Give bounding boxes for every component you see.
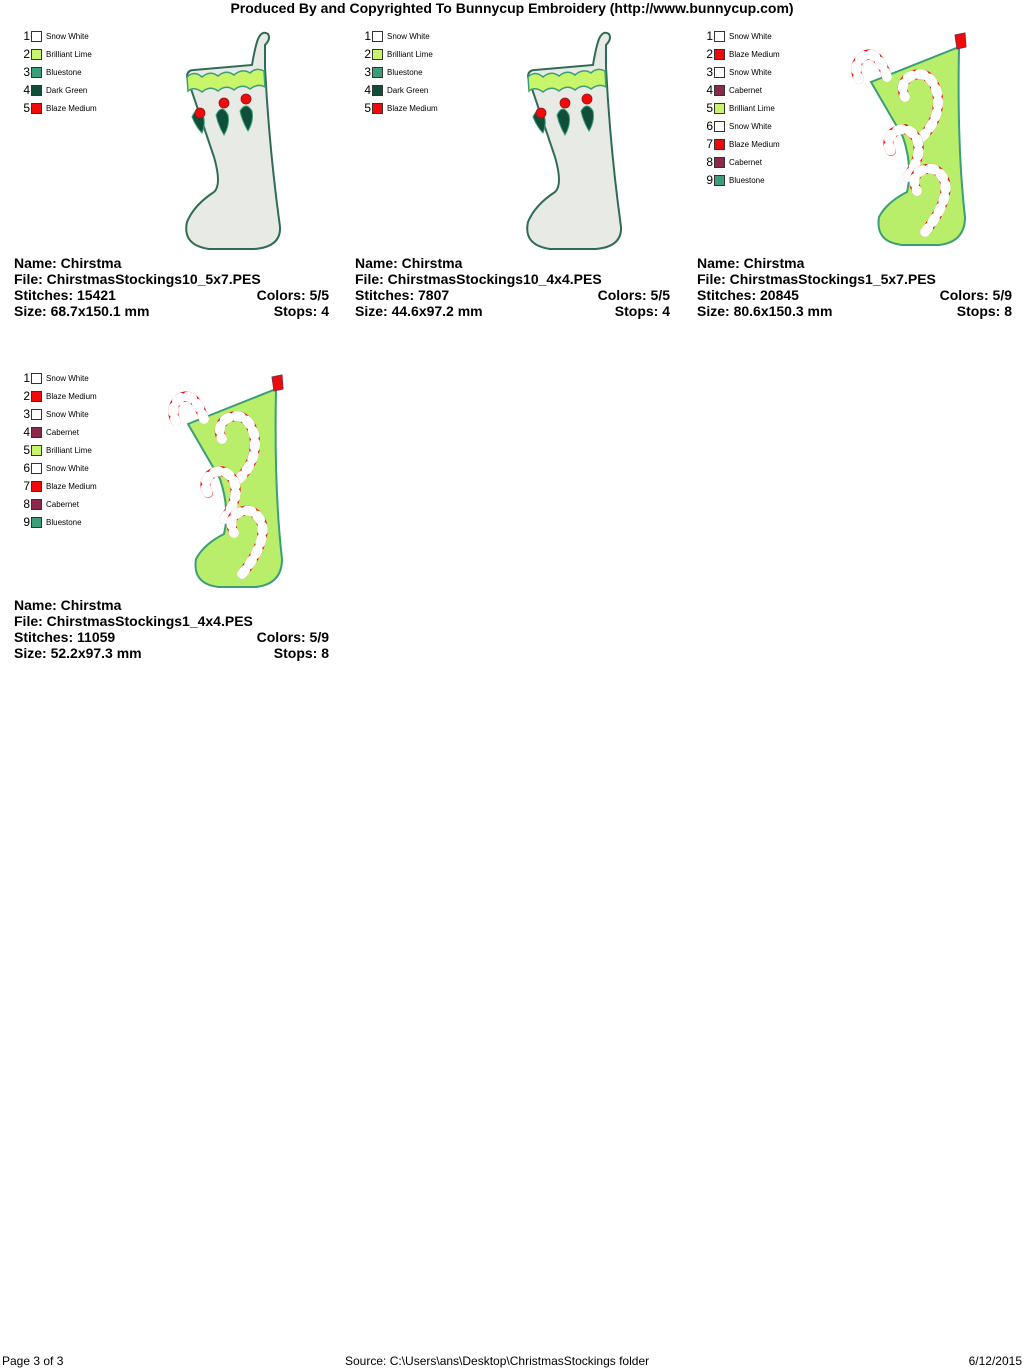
color-swatch	[31, 67, 42, 78]
candy-cane-stocking-icon	[164, 369, 284, 594]
design-name: Name: Chirstma	[697, 255, 805, 271]
design-card	[14, 369, 329, 699]
thread-name: Blaze Medium	[46, 481, 97, 491]
color-swatch	[372, 31, 383, 42]
legend-row	[359, 81, 438, 99]
legend-row	[18, 369, 97, 387]
design-name: Name: Chirstma	[14, 255, 122, 271]
legend-number: 4	[706, 83, 713, 97]
design-colors: Colors: 5/9	[256, 629, 329, 645]
color-swatch	[372, 103, 383, 114]
design-name: Name: Chirstma	[14, 597, 122, 613]
legend-number: 9	[23, 515, 30, 529]
thread-name: Cabernet	[46, 499, 79, 509]
color-swatch	[31, 373, 42, 384]
legend-number: 1	[706, 29, 713, 43]
thread-name: Bluestone	[729, 175, 765, 185]
legend-number: 8	[23, 497, 30, 511]
thread-name: Blaze Medium	[46, 391, 97, 401]
color-swatch	[714, 103, 725, 114]
legend-number: 8	[706, 155, 713, 169]
color-swatch	[372, 67, 383, 78]
design-size: Size: 44.6x97.2 mm	[355, 303, 483, 319]
design-colors: Colors: 5/9	[939, 287, 1012, 303]
color-swatch	[714, 157, 725, 168]
legend-row	[701, 27, 780, 45]
legend-number: 1	[23, 29, 30, 43]
color-swatch	[372, 49, 383, 60]
legend-row	[18, 387, 97, 405]
footer-source: Source: C:\Users\ans\Desktop\ChristmasStockings folder	[345, 1354, 650, 1368]
legend-row	[359, 99, 438, 117]
thread-name: Cabernet	[46, 427, 79, 437]
legend-number: 5	[706, 101, 713, 115]
design-info	[14, 255, 329, 319]
color-swatch	[714, 121, 725, 132]
legend-row	[701, 117, 780, 135]
legend-number: 1	[364, 29, 371, 43]
legend-number: 6	[23, 461, 30, 475]
legend-row	[701, 63, 780, 81]
legend-row	[18, 441, 97, 459]
legend-row	[701, 171, 780, 189]
color-swatch	[31, 517, 42, 528]
design-stops: Stops: 8	[956, 303, 1012, 319]
design-file: File: ChirstmasStockings1_4x4.PES	[14, 613, 253, 629]
page-header: Produced By and Copyrighted To Bunnycup Embroidery (http://www.bunnycup.com)	[230, 0, 794, 16]
legend-row	[701, 99, 780, 117]
design-stitches: Stitches: 11059	[14, 629, 116, 645]
legend-row	[18, 513, 97, 531]
legend-row	[18, 27, 97, 45]
thread-name: Brilliant Lime	[46, 49, 92, 59]
color-swatch	[714, 175, 725, 186]
thread-name: Bluestone	[46, 67, 82, 77]
legend-row	[359, 45, 438, 63]
design-name: Name: Chirstma	[355, 255, 463, 271]
legend-row	[18, 81, 97, 99]
legend-number: 9	[706, 173, 713, 187]
design-file: File: ChirstmasStockings10_4x4.PES	[355, 271, 602, 287]
design-colors: Colors: 5/5	[597, 287, 670, 303]
legend-number: 4	[23, 425, 30, 439]
thread-name: Bluestone	[46, 517, 82, 527]
color-swatch	[714, 31, 725, 42]
thread-name: Brilliant Lime	[729, 103, 775, 113]
design-file: File: ChirstmasStockings1_5x7.PES	[697, 271, 936, 287]
color-swatch	[31, 49, 42, 60]
thread-name: Snow White	[46, 373, 89, 383]
color-swatch	[372, 85, 383, 96]
color-swatch	[714, 67, 725, 78]
thread-name: Snow White	[729, 121, 772, 131]
thread-name: Snow White	[46, 463, 89, 473]
footer-date: 6/12/2015	[968, 1354, 1022, 1368]
design-info	[697, 255, 1012, 319]
thread-name: Snow White	[387, 31, 430, 41]
thread-name: Brilliant Lime	[387, 49, 433, 59]
thread-name: Blaze Medium	[46, 103, 97, 113]
design-card	[355, 27, 670, 357]
thread-name: Brilliant Lime	[46, 445, 92, 455]
legend-number: 5	[364, 101, 371, 115]
color-legend	[701, 27, 780, 189]
legend-number: 4	[364, 83, 371, 97]
color-legend	[18, 27, 97, 117]
footer-page: Page 3 of 3	[2, 1354, 64, 1368]
design-info	[355, 255, 670, 319]
design-stitches: Stitches: 15421	[14, 287, 116, 303]
legend-row	[18, 45, 97, 63]
holly-stocking-icon	[164, 27, 284, 252]
thread-name: Blaze Medium	[387, 103, 438, 113]
color-swatch	[31, 463, 42, 474]
thread-name: Snow White	[46, 31, 89, 41]
design-stops: Stops: 8	[273, 645, 329, 661]
legend-number: 2	[23, 389, 30, 403]
legend-number: 5	[23, 101, 30, 115]
thread-name: Cabernet	[729, 85, 762, 95]
design-stops: Stops: 4	[273, 303, 329, 319]
legend-number: 2	[23, 47, 30, 61]
design-size: Size: 68.7x150.1 mm	[14, 303, 150, 319]
color-swatch	[31, 103, 42, 114]
color-swatch	[31, 409, 42, 420]
legend-number: 1	[23, 371, 30, 385]
color-swatch	[714, 85, 725, 96]
thread-name: Snow White	[46, 409, 89, 419]
design-colors: Colors: 5/5	[256, 287, 329, 303]
design-size: Size: 80.6x150.3 mm	[697, 303, 833, 319]
legend-row	[18, 405, 97, 423]
legend-row	[359, 27, 438, 45]
thread-name: Blaze Medium	[729, 139, 780, 149]
thread-name: Dark Green	[46, 85, 88, 95]
legend-row	[18, 477, 97, 495]
design-size: Size: 52.2x97.3 mm	[14, 645, 142, 661]
thread-name: Blaze Medium	[729, 49, 780, 59]
legend-row	[18, 495, 97, 513]
legend-row	[701, 81, 780, 99]
color-swatch	[31, 445, 42, 456]
legend-row	[18, 99, 97, 117]
design-info	[14, 597, 329, 661]
legend-row	[18, 459, 97, 477]
color-legend	[18, 369, 97, 531]
legend-number: 6	[706, 119, 713, 133]
color-swatch	[31, 85, 42, 96]
legend-number: 3	[364, 65, 371, 79]
color-swatch	[714, 139, 725, 150]
thread-name: Cabernet	[729, 157, 762, 167]
design-card	[697, 27, 1012, 357]
legend-row	[18, 423, 97, 441]
design-file: File: ChirstmasStockings10_5x7.PES	[14, 271, 261, 287]
legend-number: 7	[706, 137, 713, 151]
legend-number: 5	[23, 443, 30, 457]
color-swatch	[31, 499, 42, 510]
design-stops: Stops: 4	[614, 303, 670, 319]
candy-cane-stocking-icon	[847, 27, 967, 252]
legend-number: 3	[706, 65, 713, 79]
thread-name: Snow White	[729, 31, 772, 41]
design-stitches: Stitches: 7807	[355, 287, 450, 303]
legend-row	[701, 45, 780, 63]
legend-row	[18, 63, 97, 81]
thread-name: Snow White	[729, 67, 772, 77]
holly-stocking-icon	[505, 27, 625, 252]
thread-name: Bluestone	[387, 67, 423, 77]
color-swatch	[31, 391, 42, 402]
color-swatch	[714, 49, 725, 60]
legend-number: 7	[23, 479, 30, 493]
color-swatch	[31, 31, 42, 42]
legend-row	[359, 63, 438, 81]
legend-number: 2	[706, 47, 713, 61]
legend-row	[701, 153, 780, 171]
legend-number: 4	[23, 83, 30, 97]
design-stitches: Stitches: 20845	[697, 287, 799, 303]
color-swatch	[31, 427, 42, 438]
legend-row	[701, 135, 780, 153]
color-swatch	[31, 481, 42, 492]
legend-number: 3	[23, 65, 30, 79]
legend-number: 3	[23, 407, 30, 421]
thread-name: Dark Green	[387, 85, 429, 95]
legend-number: 2	[364, 47, 371, 61]
color-legend	[359, 27, 438, 117]
design-card	[14, 27, 329, 357]
